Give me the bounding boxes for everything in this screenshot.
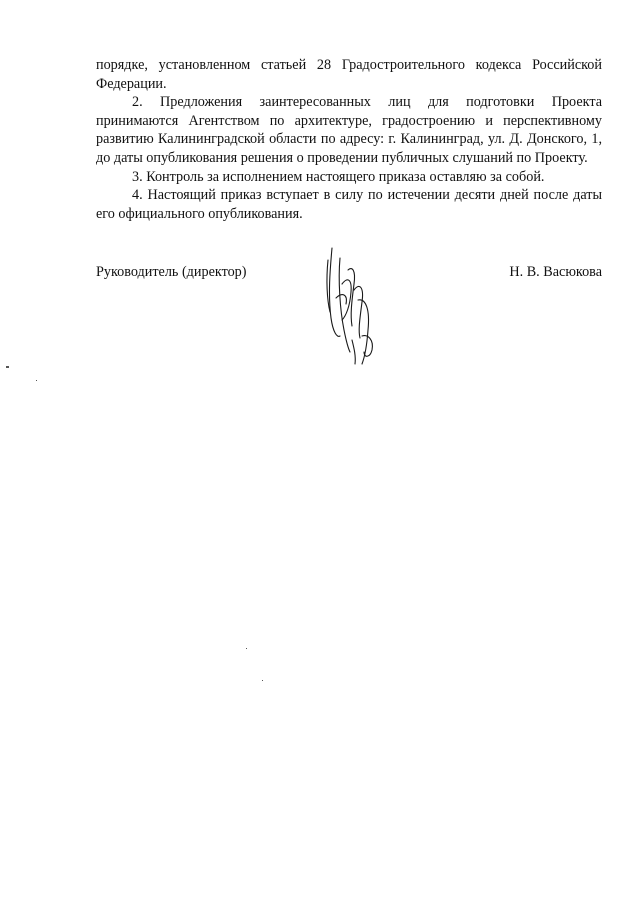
handwritten-signature [318,240,388,370]
scan-speck-left [6,366,9,368]
paragraph-4-effective-date: 4. Настоящий приказ вступает в силу по истечении десяти дней после даты его официального опубликования. [96,187,602,222]
paragraph-1-continuation: порядке, установленном статьей 28 Градостроительного кодекса Российской Федерации. [96,57,602,92]
signatory-name: Н. В. Васюкова [509,264,602,280]
paragraph-2-proposals: 2. Предложения заинтересованных лиц для подготовки Проекта принимаются Агентством по архитектуре, градостроению и перспективному развитию Калининградской области по адресу: г. Калининград, ул. Д. Донского, 1, до даты опубликования решения о проведении публичных слушаний по Проекту. [96,94,602,166]
signatory-title: Руководитель (директор) [96,264,247,280]
document-body [96,56,602,223]
scan-speck-low [262,680,263,681]
paragraph-3-control: 3. Контроль за исполнением настоящего приказа оставляю за собой. [132,168,545,185]
scan-speck-mid [246,648,247,649]
scan-speck-edge [36,380,37,381]
